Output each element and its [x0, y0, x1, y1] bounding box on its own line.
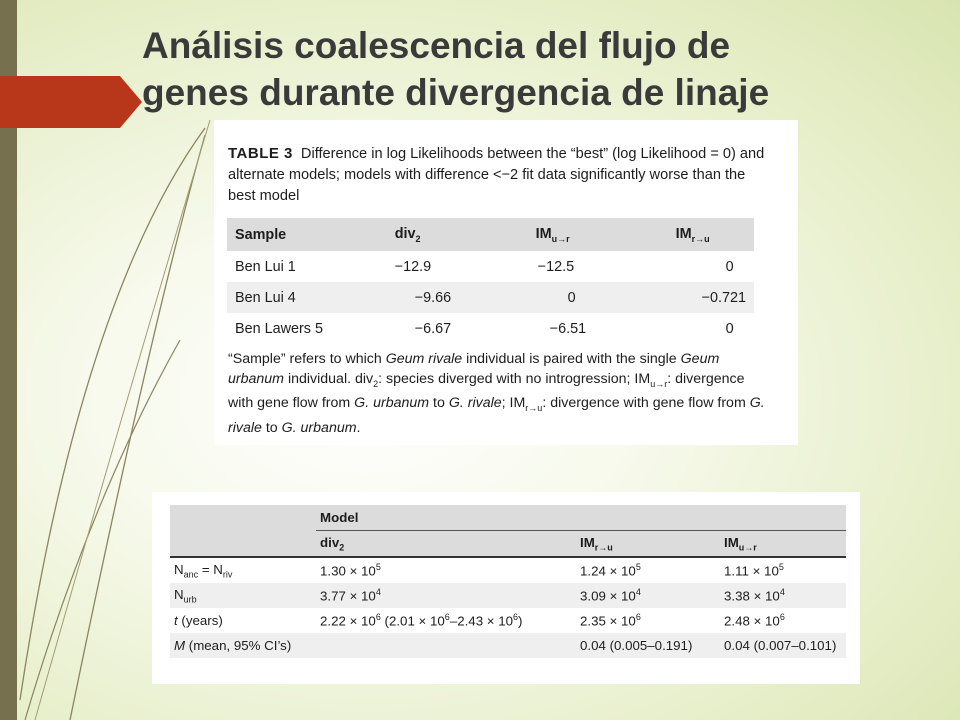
- cell-im-ru: 0.04 (0.005–0.191): [576, 633, 720, 658]
- row-label: M (mean, 95% CI’s): [170, 633, 316, 658]
- cell-im-ru: 0: [725, 258, 734, 275]
- table-row: [170, 557, 846, 583]
- cell-im-ur: −12.5: [537, 258, 575, 275]
- parameters-panel: [152, 492, 860, 684]
- cell-im-ru: 0: [725, 320, 734, 337]
- row-label: $N_{urb}$: [170, 583, 316, 608]
- cell-div2: −9.66: [387, 282, 528, 313]
- table3: [227, 218, 754, 344]
- cell-im-ur: 0.04 (0.007–0.101): [720, 633, 846, 658]
- cell-im-ur: −6.51: [549, 320, 587, 337]
- table3-panel: [214, 120, 798, 445]
- row-label: t (years): [174, 613, 223, 628]
- row-label: $N_{anc} = N_{riv}$: [170, 557, 316, 583]
- table-row: [170, 633, 846, 658]
- cell-sample: Ben Lui 1: [235, 258, 296, 275]
- header-blank: [170, 505, 316, 531]
- header-blank: [170, 531, 316, 558]
- slide-title: [142, 22, 942, 116]
- col-header-im-ur: $IM_{u\to r}$: [720, 531, 846, 558]
- table3-footnote: “Sample” refers to which Geum rivale individual is paired with the single Geum urbanum individual. div$_2$: species diverged with no introgression; $IM_{u\to r}$: divergence with gene flow from G. urbanum to G. rivale; $IM_{r\to u}$: divergence with gene flow from G. rivale to G. urbanum.: [228, 351, 765, 436]
- col-header-div2: div$_2$: [387, 218, 528, 251]
- cell-div2: −12.9: [394, 258, 432, 275]
- cell-im-ru: $3.09 \times 10^4$: [576, 583, 720, 608]
- table3-caption-text: Difference in log Likelihoods between the “best” (log Likelihood = 0) and alternate models; models with difference <−2 fit data significantly worse than the best model: [228, 146, 765, 204]
- cell-im-ur: $1.11 \times 10^5$: [720, 557, 846, 583]
- col-header-im-ur: $IM_{u\to r}$: [528, 218, 668, 251]
- cell-im-ru: $2.35 \times 10^6$: [580, 612, 641, 629]
- title-accent-bar: [0, 76, 120, 128]
- table-row: [170, 583, 846, 608]
- table3-label: TABLE 3: [228, 145, 293, 162]
- title-line-2: genes durante divergencia de linaje: [142, 72, 770, 113]
- table-row: [227, 251, 754, 282]
- cell-im-ru: −0.721: [668, 282, 754, 313]
- cell-im-ur: 0: [528, 282, 668, 313]
- cell-sample: Ben Lawers 5: [235, 320, 323, 337]
- cell-div2: $3.77 \times 10^4$: [316, 583, 576, 608]
- cell-im-ur: $3.38 \times 10^4$: [720, 583, 846, 608]
- parameters-table: [170, 505, 846, 658]
- col-header-im-ru: $IM_{r\to u}$: [576, 531, 720, 558]
- cell-div2: −6.67: [414, 320, 452, 337]
- cell-im-ru: $1.24 \times 10^5$: [576, 557, 720, 583]
- cell-div2: [316, 633, 576, 658]
- table3-caption: [228, 143, 768, 207]
- cell-div2: $2.22 \times 10^6$ $(2.01 \times 10^6-2.43 \times 10^6)$: [320, 612, 523, 629]
- cell-im-ur: $2.48 \times 10^6$: [724, 612, 785, 629]
- title-line-1: Análisis coalescencia del flujo de: [142, 25, 731, 66]
- col-header-im-ru: $IM_{r\to u}$: [668, 218, 754, 251]
- cell-div2: $1.30 \times 10^5$: [316, 557, 576, 583]
- title-accent-arrow: [120, 76, 142, 128]
- table-row: [170, 608, 846, 633]
- table-row: [227, 313, 754, 344]
- model-header: Model: [316, 505, 846, 531]
- table-row: [227, 282, 754, 313]
- col-header-sample: Sample: [227, 218, 387, 251]
- col-header-div2: div$_2$: [316, 531, 576, 558]
- cell-sample: Ben Lui 4: [227, 282, 387, 313]
